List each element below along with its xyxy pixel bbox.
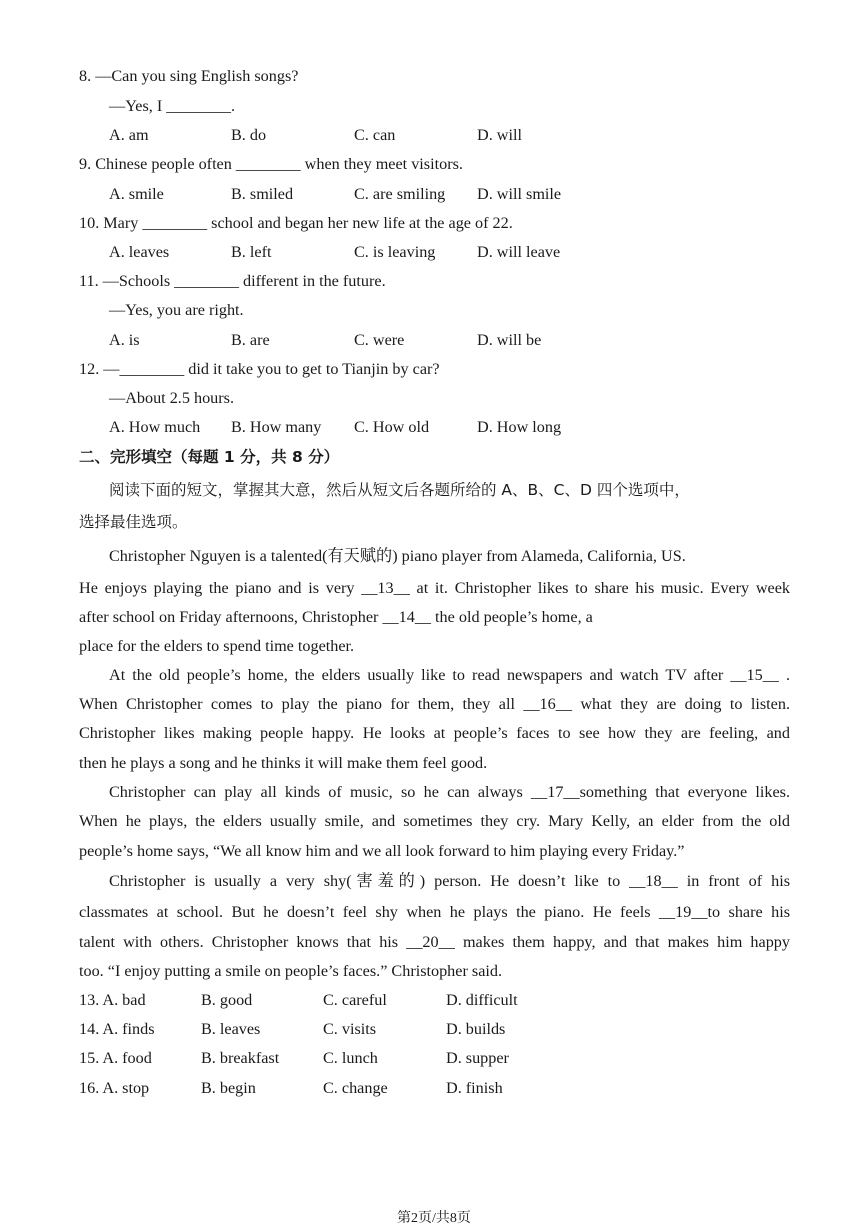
q11-option-d: D. will be: [477, 331, 542, 349]
q9-option-b: B. smiled: [231, 185, 294, 203]
cloze-13-option-c: C. careful: [323, 991, 387, 1009]
q10-option-b: B. left: [231, 243, 272, 261]
question-11-answer-line: —Yes, you are right.: [109, 301, 244, 319]
cloze-14-option-a: 14. A. finds: [79, 1020, 155, 1038]
q12-option-a: A. How much: [109, 418, 201, 436]
q11-option-c: C. were: [354, 331, 405, 349]
question-9-stem: 9. Chinese people often ________ when they meet visitors.: [79, 155, 463, 173]
q8-option-a: A. am: [109, 126, 149, 144]
cloze-15-option-d: D. supper: [446, 1049, 509, 1067]
passage-line: When Christopher comes to play the piano for them, they all __16__ what they are doing to listen.: [79, 695, 790, 713]
passage-line: Christopher is usually a very shy(害羞的) person. He doesn’t like to __18__ in front of his: [109, 872, 790, 890]
cloze-14-option-b: B. leaves: [201, 1020, 261, 1038]
passage-line: When he plays, the elders usually smile, and sometimes they cry. Mary Kelly, an elder from the old: [79, 812, 790, 830]
cloze-15-option-c: C. lunch: [323, 1049, 378, 1067]
section-title: 二、完形填空（每题 1 分，共 8 分）: [79, 448, 340, 466]
cloze-16-option-a: 16. A. stop: [79, 1079, 150, 1097]
q8-option-d: D. will: [477, 126, 522, 144]
cloze-13-option-a: 13. A. bad: [79, 991, 146, 1009]
passage-line: Christopher can play all kinds of music, so he can always __17__something that everyone likes.: [109, 783, 790, 801]
passage-line: place for the elders to spend time together.: [79, 637, 355, 655]
cloze-15-option-a: 15. A. food: [79, 1049, 152, 1067]
q12-option-b: B. How many: [231, 418, 322, 436]
passage-line: after school on Friday afternoons, Christopher __14__ the old people’s home, a: [79, 608, 593, 626]
q12-option-d: D. How long: [477, 418, 562, 436]
cloze-13-option-d: D. difficult: [446, 991, 518, 1009]
question-11-stem: 11. —Schools ________ different in the future.: [79, 272, 386, 290]
q10-option-c: C. is leaving: [354, 243, 436, 261]
page-footer: 第2页/共8页: [397, 1211, 471, 1226]
cloze-14-option-c: C. visits: [323, 1020, 377, 1038]
passage-line: He enjoys playing the piano and is very __13__ at it. Christopher likes to share his music. Every week: [79, 579, 790, 597]
q10-option-a: A. leaves: [109, 243, 170, 261]
q11-option-b: B. are: [231, 331, 270, 349]
passage-line: then he plays a song and he thinks it will make them feel good.: [79, 754, 488, 772]
passage-line: Christopher Nguyen is a talented(有天赋的) piano player from Alameda, California, US.: [109, 547, 686, 565]
question-12-stem: 12. —________ did it take you to get to Tianjin by car?: [79, 360, 440, 378]
cloze-16-option-b: B. begin: [201, 1079, 256, 1097]
q9-option-d: D. will smile: [477, 185, 562, 203]
q11-option-a: A. is: [109, 331, 140, 349]
passage-line: people’s home says, “We all know him and we all look forward to him playing every Friday.”: [79, 842, 685, 860]
question-8-answer-line: —Yes, I ________.: [109, 97, 236, 115]
passage-line: Christopher likes making people happy. He looks at people’s faces to see how they are feeling, and: [79, 724, 790, 742]
cloze-13-option-b: B. good: [201, 991, 253, 1009]
cloze-16-option-d: D. finish: [446, 1079, 503, 1097]
passage-line: talent with others. Christopher knows that his __20__ makes them happy, and that makes him happy: [79, 933, 790, 951]
q8-option-b: B. do: [231, 126, 267, 144]
section-instruction-cont: 选择最佳选项。: [79, 513, 188, 531]
section-instruction: 阅读下面的短文，掌握其大意，然后从短文后各题所给的 A、B、C、D 四个选项中，: [109, 481, 690, 499]
passage-line: too. “I enjoy putting a smile on people’s faces.” Christopher said.: [79, 962, 503, 980]
question-10-stem: 10. Mary ________ school and began her new life at the age of 22.: [79, 214, 513, 232]
question-12-answer-line: —About 2.5 hours.: [109, 389, 235, 407]
q10-option-d: D. will leave: [477, 243, 561, 261]
q9-option-c: C. are smiling: [354, 185, 446, 203]
passage-line: classmates at school. But he doesn’t feel shy when he plays the piano. He feels __19__to share his: [79, 903, 790, 921]
question-8-stem: 8. —Can you sing English songs?: [79, 67, 299, 85]
q12-option-c: C. How old: [354, 418, 430, 436]
passage-line: At the old people’s home, the elders usually like to read newspapers and watch TV after __15__ .: [109, 666, 790, 684]
cloze-14-option-d: D. builds: [446, 1020, 506, 1038]
q9-option-a: A. smile: [109, 185, 164, 203]
q8-option-c: C. can: [354, 126, 396, 144]
cloze-15-option-b: B. breakfast: [201, 1049, 280, 1067]
cloze-16-option-c: C. change: [323, 1079, 388, 1097]
